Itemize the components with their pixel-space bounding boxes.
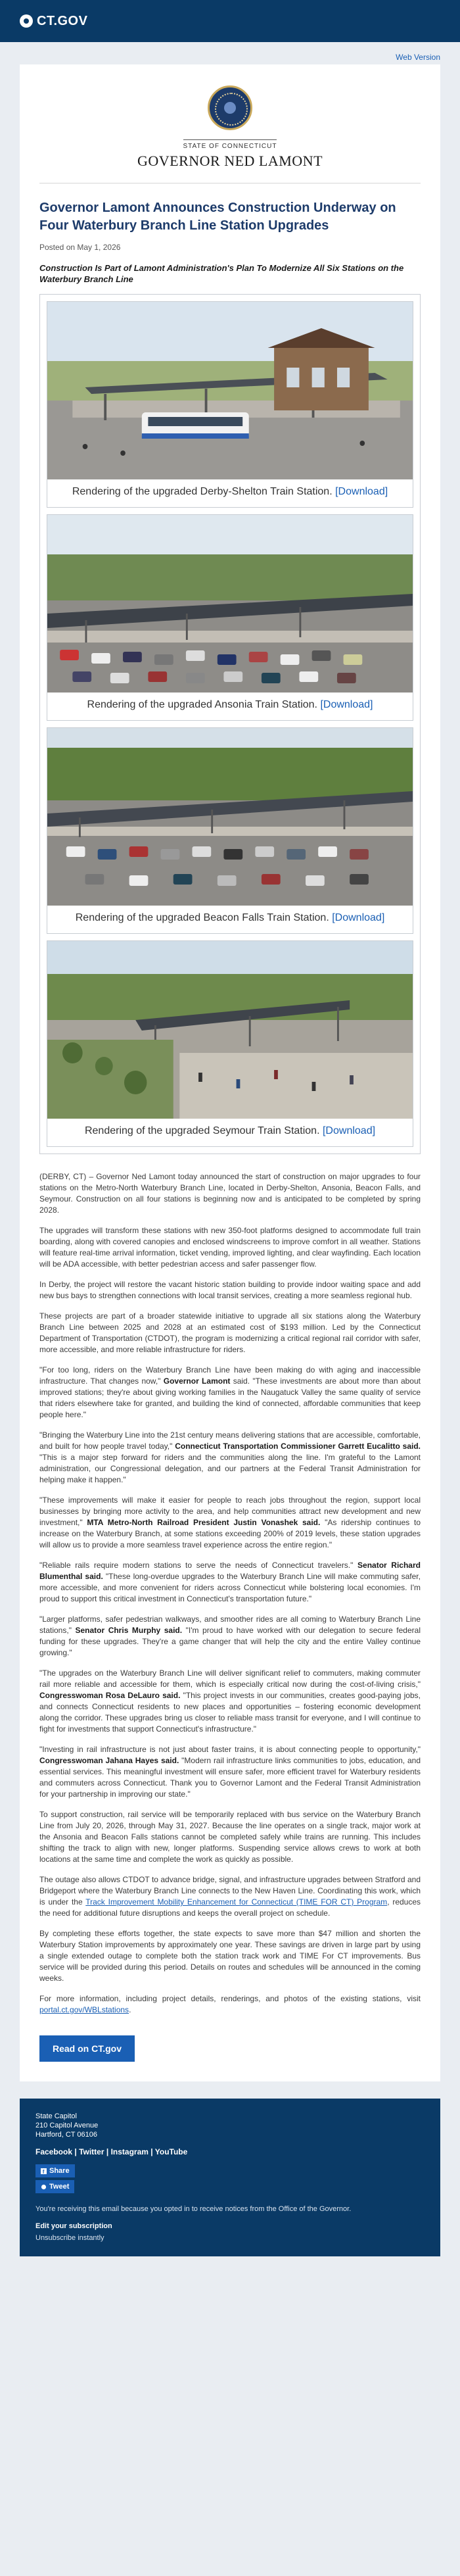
quote-text: "For too long, riders on the Waterbury Branch Line have been making do with aging and inaccessible infrastructure. That changes now," <box>39 1365 421 1386</box>
download-link[interactable]: [Download] <box>322 1125 376 1136</box>
quote-text: "Modern rail infrastructure links communities to jobs, education, and essential services. This meaningful investment will ensure safer, more efficient travel for Waterbury residents and commuters across Connecticut. Thank you to Governor Lamont and the Federal Transit Administration for your partnership in improving our state." <box>39 1756 421 1799</box>
youtube-link[interactable]: YouTube <box>154 2147 188 2156</box>
top-bar <box>0 0 460 42</box>
quote-text: "This is a major step forward for riders and the communities along the line. I'm grateful to the Lamont administration, our Congressional delegation, and our partners at the Federal Transit Administration for helping make it happen." <box>39 1453 421 1484</box>
body-paragraph <box>39 1993 421 2016</box>
speaker: MTA Metro-North Railroad President Justin Vonashek said. <box>87 1518 321 1527</box>
web-version-link[interactable]: Web Version <box>396 53 440 62</box>
speaker: Governor Lamont <box>163 1376 231 1386</box>
share-label: Share <box>49 2167 70 2175</box>
page-title: Governor Lamont Announces Construction Underway on Four Waterbury Branch Line Station Upgrades <box>39 201 396 233</box>
rendering-caption <box>47 693 413 720</box>
footer <box>20 2099 440 2256</box>
speaker: Senator Richard Blumenthal said. <box>39 1561 421 1581</box>
ct-seal-icon <box>20 14 33 28</box>
body-text: , reduces the need for additional future disruptions and keeps the overall project on schedule. <box>39 1897 421 1918</box>
rendering-seymour <box>47 940 413 1147</box>
body-text: The outage also allows CTDOT to advance bridge, signal, and infrastructure upgrades between Stratford and Bridgeport where the Waterbury Branch Line connects to the New Haven Line. Coordinating this work, which is under the <box>39 1875 421 1907</box>
quote-text: "This project invests in our communities, creates good-paying jobs, and connects Connecticut residents to new places and opportunities – fostering economic development along the corridor. These upgrades bring us closer to reliable mass transit for everyone, and I will continue to fight for investments that support Connecticut's infrastructure." <box>39 1691 421 1734</box>
rendering-image <box>47 941 413 1119</box>
separator: | <box>150 2147 155 2156</box>
rendering-caption <box>47 906 413 933</box>
address-line: 210 Capitol Avenue <box>35 2122 99 2129</box>
instagram-link[interactable]: Instagram <box>110 2147 149 2156</box>
state-seal-icon <box>208 85 252 130</box>
quote-text: "As ridership continues to increase on the Waterbury Branch, at some stations exceeding 200% of 2019 levels, these station upgrades will allow us to provide a more seamless travel experience across the entire region." <box>39 1518 421 1549</box>
quote-text: "These long-overdue upgrades to the Waterbury Branch Line will make commuting safer, more accessible, and more convenient for riders across Connecticut while bolstering local economies. I'm proud to support this critical investment in Connecticut's transportation future." <box>39 1572 421 1603</box>
share-button[interactable] <box>35 2164 75 2177</box>
quote-paragraph <box>39 1614 421 1659</box>
quote-paragraph <box>39 1430 421 1486</box>
rendering-image <box>47 515 413 693</box>
quote-paragraph <box>39 1560 421 1605</box>
facebook-link[interactable]: Facebook <box>35 2147 73 2156</box>
quote-paragraph <box>39 1668 421 1735</box>
email-panel <box>20 64 440 2081</box>
web-version-row <box>20 42 440 64</box>
separator: | <box>106 2147 111 2156</box>
tweet-label: Tweet <box>49 2183 70 2191</box>
caption-text: Rendering of the upgraded Derby-Shelton Train Station. <box>72 486 333 497</box>
article-content <box>20 183 440 2081</box>
rendering-caption <box>47 479 413 507</box>
state-line: STATE OF CONNECTICUT <box>183 139 277 150</box>
footer-address <box>35 2112 425 2139</box>
rendering-beacon-falls <box>47 727 413 934</box>
governor-header <box>39 64 421 183</box>
time-for-ct-link[interactable]: Track Improvement Mobility Enhancement for Connecticut (TIME FOR CT) Program <box>85 1897 388 1907</box>
quote-text: said. "These investments are about more than about improved stations; they're about giving working families in the Naugatuck Valley the same quality of service that riders elsewhere take for granted, and building the kind of connected, affordable communities that keep people here." <box>39 1376 421 1419</box>
quote-paragraph <box>39 1744 421 1800</box>
body-text: . <box>129 2005 131 2014</box>
rendering-caption <box>47 1119 413 1146</box>
posted-date: Posted on May 1, 2026 <box>39 243 121 252</box>
rendering-image <box>47 728 413 906</box>
governor-name: GOVERNOR NED LAMONT <box>137 153 323 169</box>
subscription-note: You're receiving this email because you opted in to receive notices from the Office of the Governor. <box>35 2205 352 2213</box>
caption-text: Rendering of the upgraded Beacon Falls Train Station. <box>75 912 329 923</box>
bottom-spacer <box>0 2256 460 2283</box>
body-paragraph: The upgrades will transform these stations with new 350-foot platforms designed to accommodate full train boarding, along with covered canopies and enclosed windscreens to improve comfort in all weather. Stations will feature real-time arrival information, ticket vending, improved lighting, and clear wayfinding. Each location will be ADA accessible, with better pedestrian access and safer passenger flow. <box>39 1226 421 1269</box>
quote-text: "Bringing the Waterbury Line into the 21st century means delivering stations that are accessible, comfortable, and built for how people travel today," <box>39 1430 421 1451</box>
download-link[interactable]: [Download] <box>320 699 373 710</box>
rendering-image <box>47 302 413 479</box>
speaker: Congresswoman Jahana Hayes said. <box>39 1756 179 1765</box>
body-paragraph: These projects are part of a broader statewide initiative to upgrade all six stations along the Waterbury Branch Line between 2025 and 2028 at an estimated cost of $193 million. Led by the Connecticut Department of Transportation (CTDOT), the program is modernizing a critical regional rail corridor with safer, more accessible, and more reliable infrastructure for riders. <box>39 1311 421 1354</box>
caption-text: Rendering of the upgraded Ansonia Train Station. <box>87 699 317 710</box>
tweet-button[interactable] <box>35 2180 74 2193</box>
quote-text: "I'm proud to have worked with our delegation to secure federal funding for these upgrades. They're a game changer that will help the city and the entire Valley continue growing." <box>39 1626 421 1657</box>
quote-text: "Reliable rails require modern stations to serve the needs of Connecticut travelers." <box>39 1561 358 1570</box>
speaker: Senator Chris Murphy said. <box>75 1626 183 1635</box>
separator: | <box>74 2147 80 2156</box>
svg-text:f: f <box>42 2168 45 2174</box>
facebook-icon <box>41 2168 47 2174</box>
download-link[interactable]: [Download] <box>335 486 388 497</box>
speaker: Congresswoman Rosa DeLauro said. <box>39 1691 181 1700</box>
caption-text: Rendering of the upgraded Seymour Train Station. <box>84 1125 320 1136</box>
rendering-derby-shelton <box>47 301 413 508</box>
quote-text: "The upgrades on the Waterbury Branch Line will deliver significant relief to commuters, making commuter rail more reliable and accessible for them, which is especially critical now during the cost-of-living crisis," <box>39 1668 421 1689</box>
body-paragraph: By completing these efforts together, the state expects to save more than $47 million and shorten the Waterbury Station improvements by approximately one year. These savings are driven in large part by using a single extended outage to complete both the station track work and TIME For CT improvements. Bus service will be provided during this period. Details on routes and schedules will be announced in the coming weeks. <box>39 1929 421 1983</box>
body-paragraph: To support construction, rail service will be temporarily replaced with bus service on the Waterbury Branch Line from July 20, 2026, through May 31, 2027. Because the line operates on a single track, major work at the Ansonia and Beacon Falls stations cannot be completed safely while trains are running. This includes shifting the track to align with new, longer platforms. Suspending service allows crews to work at both locations at the same time and complete the work as quickly as possible. <box>39 1810 421 1864</box>
twitter-icon <box>41 2184 47 2190</box>
address-line: State Capitol <box>35 2112 77 2120</box>
brand-label: CT.GOV <box>37 13 88 28</box>
download-link[interactable]: [Download] <box>332 912 385 923</box>
social-links <box>35 2147 425 2156</box>
read-on-ctgov-button[interactable]: Read on CT.gov <box>39 2035 135 2062</box>
body-paragraph: (DERBY, CT) – Governor Ned Lamont today announced the start of construction on major upgrades to four stations on the Metro-North Waterbury Branch Line, located in Derby-Shelton, Ansonia, Beacon Falls, and Seymour. Construction on all four stations is beginning now and is anticipated to be completed by spring 2028. <box>39 1172 421 1215</box>
quote-text: "Larger platforms, safer pedestrian walkways, and smoother rides are all coming to Waterbury Branch Line stations," <box>39 1615 421 1635</box>
body-text: For more information, including project details, renderings, and photos of the existing stations, visit <box>39 1994 421 2003</box>
article-subhead: Construction Is Part of Lamont Administration's Plan To Modernize All Six Stations on the Waterbury Branch Line <box>39 263 404 284</box>
address-line: Hartford, CT 06106 <box>35 2131 97 2139</box>
body-paragraph <box>39 1874 421 1919</box>
quote-text: "Investing in rail infrastructure is not just about faster trains, it is about connecting people to opportunity," <box>39 1745 421 1754</box>
renderings-gallery <box>39 294 421 1154</box>
body-paragraph: In Derby, the project will restore the vacant historic station building to provide indoor waiting space and add new bus bays to strengthen connections with local transit services, creating a more seamless regional hub. <box>39 1280 421 1300</box>
speaker: Connecticut Transportation Commissioner Garrett Eucalitto said. <box>175 1442 421 1451</box>
quote-paragraph <box>39 1365 421 1421</box>
quote-paragraph <box>39 1495 421 1551</box>
rendering-ansonia <box>47 514 413 721</box>
edit-subscription-link[interactable]: Edit your subscription <box>35 2222 112 2230</box>
wbl-stations-link[interactable]: portal.ct.gov/WBLstations <box>39 2005 129 2014</box>
unsubscribe-link[interactable]: Unsubscribe instantly <box>35 2234 104 2242</box>
quote-text: "These improvements will make it easier for people to reach jobs throughout the region, support local businesses by bringing more activity to the area, and help communities attract new development and new investment," <box>39 1495 421 1527</box>
twitter-link[interactable]: Twitter <box>79 2147 104 2156</box>
ctgov-brand[interactable] <box>20 14 87 29</box>
